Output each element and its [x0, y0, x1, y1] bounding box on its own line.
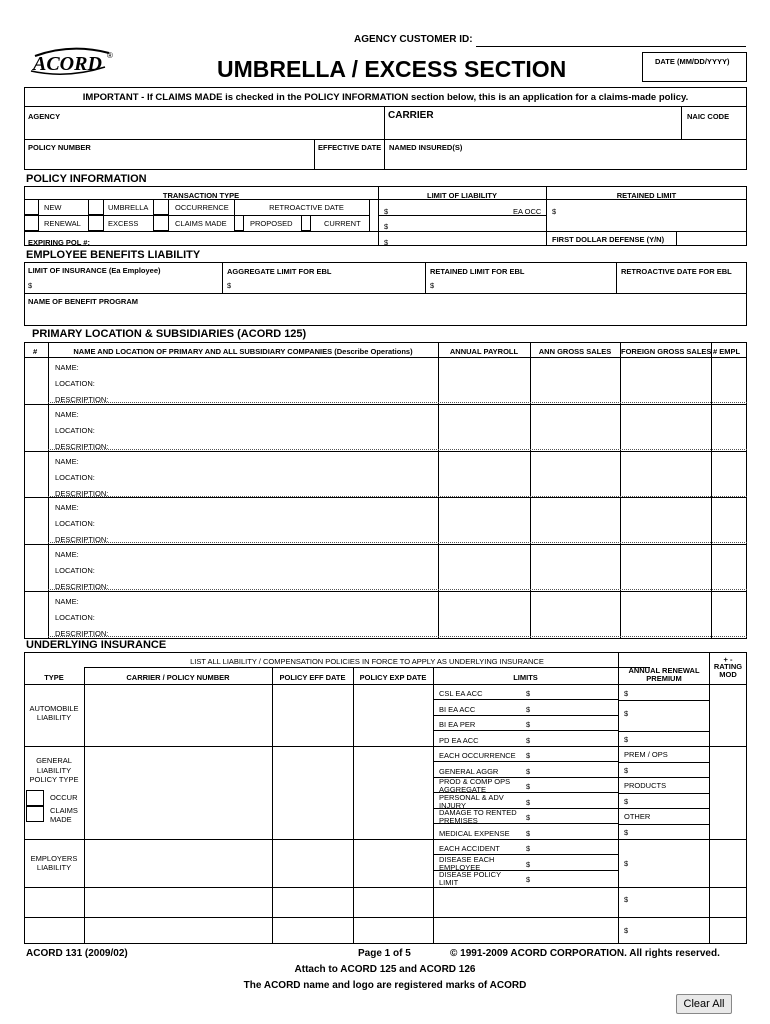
limit-label-bi_acc: BI EA ACC [439, 705, 476, 714]
customer-id-line [476, 46, 746, 47]
limit-label-csl: CSL EA ACC [439, 689, 483, 698]
row-location-label: LOCATION: [55, 566, 95, 575]
auto-label: AUTOMOBILE LIABILITY [29, 704, 79, 722]
col-type-label: TYPE [44, 673, 64, 682]
proposed-checkbox[interactable] [234, 215, 244, 231]
page-number: Page 1 of 5 [358, 948, 411, 959]
marks-note: The ACORD name and logo are registered marks of ACORD [243, 980, 527, 991]
row-description-label: DESCRIPTION: [55, 582, 109, 591]
col-rating-label: RATING MOD [713, 662, 743, 679]
limit-dollar-3: $ [384, 238, 389, 247]
limit-dollar: $ [526, 767, 531, 776]
occur-checkbox[interactable] [26, 790, 44, 806]
new-label: NEW [44, 203, 62, 212]
ebl-aggregate-label: AGGREGATE LIMIT FOR EBL [227, 267, 332, 276]
excess-checkbox[interactable] [88, 215, 104, 231]
occur-label: OCCUR [50, 793, 78, 802]
limit-dollar: $ [526, 705, 531, 714]
limit-label-medical: MEDICAL EXPENSE [439, 829, 510, 838]
limit-liability-label: LIMIT OF LIABILITY [427, 191, 497, 200]
limit-label-disease_pol: DISEASE POLICY LIMIT [439, 870, 501, 887]
new-checkbox[interactable] [24, 199, 39, 215]
prem-auto-dollar-1: $ [624, 689, 629, 698]
row-description-label: DESCRIPTION: [55, 489, 109, 498]
ebl-title: EMPLOYEE BENEFITS LIABILITY [26, 249, 201, 261]
prem-ops-dollar: $ [624, 766, 629, 775]
limit-dollar: $ [526, 720, 531, 729]
limit-label-gen_aggr: GENERAL AGGR [439, 767, 499, 776]
col-name-label: NAME AND LOCATION OF PRIMARY AND ALL SUBSIDIARY COMPANIES (Describe Operations) [73, 347, 413, 356]
acord-logo [27, 45, 115, 79]
gl-claims-made-checkbox[interactable] [26, 806, 44, 822]
employers-label: EMPLOYERS LIABILITY [30, 854, 78, 872]
limit-dollar: $ [526, 798, 531, 807]
col-limits-label: LIMITS [513, 673, 538, 682]
carrier-label: CARRIER [388, 110, 434, 121]
row-description-label: DESCRIPTION: [55, 442, 109, 451]
row-location-label: LOCATION: [55, 426, 95, 435]
current-label: CURRENT [324, 219, 361, 228]
gl-label: GENERAL LIABILITY POLICY TYPE [29, 756, 79, 784]
row-description-label: DESCRIPTION: [55, 395, 109, 404]
renewal-label: RENEWAL [44, 219, 81, 228]
list-all-label: LIST ALL LIABILITY / COMPENSATION POLICIES IN FORCE TO APPLY AS UNDERLYING INSURANCE [190, 657, 544, 666]
retro-date-label: RETROACTIVE DATE [269, 203, 344, 212]
umbrella-label: UMBRELLA [108, 203, 149, 212]
umbrella-checkbox[interactable] [88, 199, 104, 215]
acord-logo-text: ACORD [33, 53, 102, 75]
date-label: DATE (MM/DD/YYYY) [655, 57, 730, 66]
current-checkbox[interactable] [301, 215, 311, 231]
retained-limit-label: RETAINED LIMIT [616, 191, 677, 200]
limit-dollar: $ [526, 829, 531, 838]
form-number: ACORD 131 (2009/02) [26, 948, 128, 959]
row-description-label: DESCRIPTION: [55, 629, 109, 638]
limit-label-prod_comp: PROD & COMP OPS AGGREGATE [439, 777, 511, 794]
naic-label: NAIC CODE [687, 112, 730, 121]
limit-dollar-1: $ [384, 207, 389, 216]
occurrence-checkbox[interactable] [153, 199, 169, 215]
occurrence-label: OCCURRENCE [175, 203, 229, 212]
renewal-checkbox[interactable] [24, 215, 39, 231]
top-block [24, 106, 747, 170]
limit-label-each_acc: EACH ACCIDENT [439, 844, 500, 853]
claims-made-label: CLAIMS MADE [175, 219, 227, 228]
limit-label-each_occ: EACH OCCURRENCE [439, 751, 516, 760]
limit-dollar: $ [526, 782, 531, 791]
products-dollar: $ [624, 797, 629, 806]
limit-dollar-2: $ [384, 222, 389, 231]
primary-title: PRIMARY LOCATION & SUBSIDIARIES (ACORD 125) [32, 328, 307, 340]
attach-note: Attach to ACORD 125 and ACORD 126 [294, 964, 476, 975]
row-description-label: DESCRIPTION: [55, 535, 109, 544]
prem-auto-dollar-2: $ [624, 709, 629, 718]
prem-ops-label: PREM / OPS [624, 750, 668, 759]
limit-dollar: $ [526, 736, 531, 745]
col-num-label: # [33, 347, 38, 356]
prem-extra-dollar-1: $ [624, 895, 629, 904]
products-label: PRODUCTS [624, 781, 667, 790]
ebl-retained-label: RETAINED LIMIT FOR EBL [430, 267, 525, 276]
gl-claims-made-label: CLAIMS MADE [50, 806, 78, 824]
claims-made-checkbox[interactable] [153, 215, 169, 231]
row-name-label: NAME: [55, 363, 79, 372]
ebl-limit-label: LIMIT OF INSURANCE (Ea Employee) [28, 266, 161, 275]
expiring-label: EXPIRING POL #: [28, 238, 90, 247]
row-location-label: LOCATION: [55, 473, 95, 482]
agency-label: AGENCY [28, 112, 61, 121]
first-dollar-label: FIRST DOLLAR DEFENSE (Y/N) [552, 235, 665, 244]
proposed-label: PROPOSED [250, 219, 293, 228]
prem-extra-dollar-2: $ [624, 926, 629, 935]
copyright: © 1991-2009 ACORD CORPORATION. All rights reserved. [450, 948, 720, 959]
ebl-program-label: NAME OF BENEFIT PROGRAM [28, 297, 138, 306]
clear-all-button[interactable]: Clear All [676, 994, 732, 1014]
col-foreign-label: FOREIGN GROSS SALES [621, 347, 712, 356]
col-gross-label: ANN GROSS SALES [538, 347, 612, 356]
limit-label-personal: PERSONAL & ADV INJURY [439, 793, 504, 810]
limit-label-damage: DAMAGE TO RENTED PREMISES [439, 808, 517, 825]
acord-logo-reg: ® [107, 51, 113, 60]
important-text: IMPORTANT - If CLAIMS MADE is checked in the POLICY INFORMATION section below, this is an application for a claims-made policy. [82, 92, 689, 103]
other-dollar: $ [624, 828, 629, 837]
underlying-block [24, 652, 747, 944]
col-premium-label: ANNUAL RENEWAL PREMIUM [628, 666, 700, 683]
ebl-dollar-2: $ [227, 281, 232, 290]
ebl-dollar-3: $ [430, 281, 435, 290]
named-insured-label: NAMED INSURED(S) [389, 143, 463, 152]
row-name-label: NAME: [55, 597, 79, 606]
policy-number-label: POLICY NUMBER [28, 143, 91, 152]
limit-dollar: $ [526, 860, 531, 869]
transaction-type-label: TRANSACTION TYPE [162, 191, 240, 200]
col-eff-label: POLICY EFF DATE [279, 673, 346, 682]
col-rating-pm: + - [723, 655, 733, 664]
policy-info-title: POLICY INFORMATION [26, 173, 147, 185]
row-location-label: LOCATION: [55, 613, 95, 622]
row-name-label: NAME: [55, 503, 79, 512]
effective-date-label: EFFECTIVE DATE [318, 143, 382, 152]
primary-block [24, 342, 747, 639]
col-exp-label: POLICY EXP DATE [359, 673, 427, 682]
col-empl-label: # EMPL [713, 347, 741, 356]
row-location-label: LOCATION: [55, 519, 95, 528]
col-payroll-label: ANNUAL PAYROLL [449, 347, 519, 356]
limit-dollar: $ [526, 689, 531, 698]
limit-label-bi_per: BI EA PER [439, 720, 476, 729]
limit-dollar: $ [526, 844, 531, 853]
row-location-label: LOCATION: [55, 379, 95, 388]
ebl-retro-label: RETROACTIVE DATE FOR EBL [621, 267, 732, 276]
col-carrier-label: CARRIER / POLICY NUMBER [126, 673, 230, 682]
limit-label-pd: PD EA ACC [439, 736, 479, 745]
underlying-title: UNDERLYING INSURANCE [26, 639, 167, 651]
ea-occ-label: EA OCC [513, 207, 542, 216]
limit-dollar: $ [526, 875, 531, 884]
retained-dollar: $ [552, 207, 557, 216]
excess-label: EXCESS [108, 219, 139, 228]
row-name-label: NAME: [55, 457, 79, 466]
row-name-label: NAME: [55, 550, 79, 559]
row-name-label: NAME: [55, 410, 79, 419]
prem-auto-dollar-3: $ [624, 735, 629, 744]
page-title: UMBRELLA / EXCESS SECTION [217, 56, 567, 82]
limit-dollar: $ [526, 813, 531, 822]
ebl-dollar-1: $ [28, 281, 33, 290]
customer-id-label: AGENCY CUSTOMER ID: [354, 34, 473, 45]
prem-employers-dollar: $ [624, 859, 629, 868]
other-label: OTHER [624, 812, 651, 821]
limit-label-disease_emp: DISEASE EACH EMPLOYEE [439, 855, 495, 872]
limit-dollar: $ [526, 751, 531, 760]
